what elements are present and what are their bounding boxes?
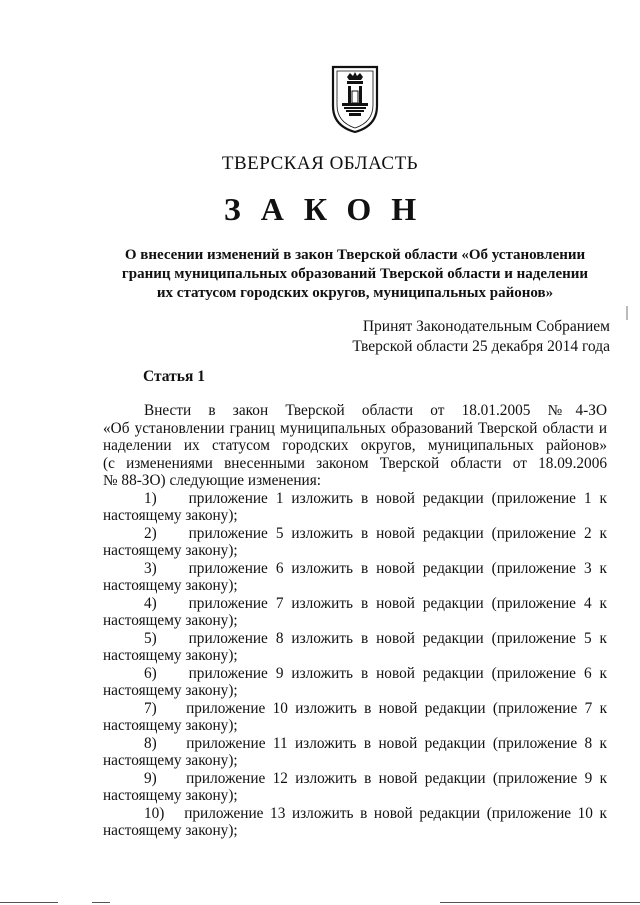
list-item: 3) приложение 6 изложить в новой редакции (приложение 3 к: [144, 559, 607, 577]
article-body: [103, 402, 607, 840]
document-type: ЗАКОН: [223, 191, 437, 227]
law-title-line: О внесении изменений в закон Тверской области «Об установлении: [124, 247, 586, 263]
list-item: 4) приложение 7 изложить в новой редакции (приложение 4 к: [144, 594, 607, 612]
scan-footer-line: [92, 902, 110, 903]
list-item-continuation: настоящему закону);: [103, 612, 238, 629]
list-item-continuation: настоящему закону);: [103, 787, 238, 804]
scan-footer-line: [0, 902, 58, 903]
list-item-continuation: настоящему закону);: [103, 647, 238, 664]
intro-line: «Об установлении границ муниципальных образований Тверской области и: [103, 419, 607, 437]
article-heading: Статья 1: [143, 368, 205, 385]
intro-line: № 88-ЗО) следующие изменения:: [103, 472, 322, 489]
list-item-continuation: настоящему закону);: [103, 717, 238, 734]
list-item-continuation: настоящему закону);: [103, 822, 238, 839]
list-item-continuation: настоящему закону);: [103, 542, 238, 559]
list-item: 9) приложение 12 изложить в новой редакции (приложение 9 к: [144, 769, 607, 787]
intro-line: Внести в закон Тверской области от 18.01.2005 №4-ЗО: [144, 402, 607, 419]
list-item-continuation: настоящему закону);: [103, 577, 238, 594]
list-item: 7) приложение 10 изложить в новой редакции (приложение 7 к: [144, 699, 607, 717]
list-item: 10) приложение 13 изложить в новой редакции (приложение 10 к: [144, 804, 607, 822]
intro-line: (с изменениями внесенными законом Тверской области от 18.09.2006: [103, 454, 607, 472]
list-item: 1) приложение 1 изложить в новой редакции (приложение 1 к: [144, 489, 607, 507]
list-item: 5) приложение 8 изложить в новой редакции (приложение 5 к: [144, 629, 607, 647]
list-item-continuation: настоящему закону);: [103, 507, 238, 524]
law-title-line: их статусом городских округов, муниципальных районов»: [156, 285, 554, 301]
list-item-continuation: настоящему закону);: [103, 752, 238, 769]
region-name: ТВЕРСКАЯ ОБЛАСТЬ: [221, 153, 419, 174]
list-item-continuation: настоящему закону);: [103, 682, 238, 699]
list-item: 2) приложение 5 изложить в новой редакции (приложение 2 к: [144, 524, 607, 542]
list-item: 8) приложение 11 изложить в новой редакции (приложение 8 к: [144, 734, 607, 752]
intro-line: наделении их статусом городских округов, муниципальных районов»: [103, 437, 607, 454]
adoption-line: Принят Законодательным Собранием: [362, 318, 610, 335]
adoption-note: [352, 317, 610, 357]
scan-edge-mark: [626, 306, 628, 320]
scan-footer-line: [440, 902, 640, 903]
law-title: [95, 246, 615, 303]
adoption-line: Тверской области 25 декабря 2014 года: [352, 338, 610, 355]
list-item: 6) приложение 9 изложить в новой редакции (приложение 6 к: [144, 664, 607, 682]
law-title-line: границ муниципальных образований Тверской области и наделении: [121, 266, 589, 282]
tver-coat-of-arms-icon: [330, 64, 380, 134]
